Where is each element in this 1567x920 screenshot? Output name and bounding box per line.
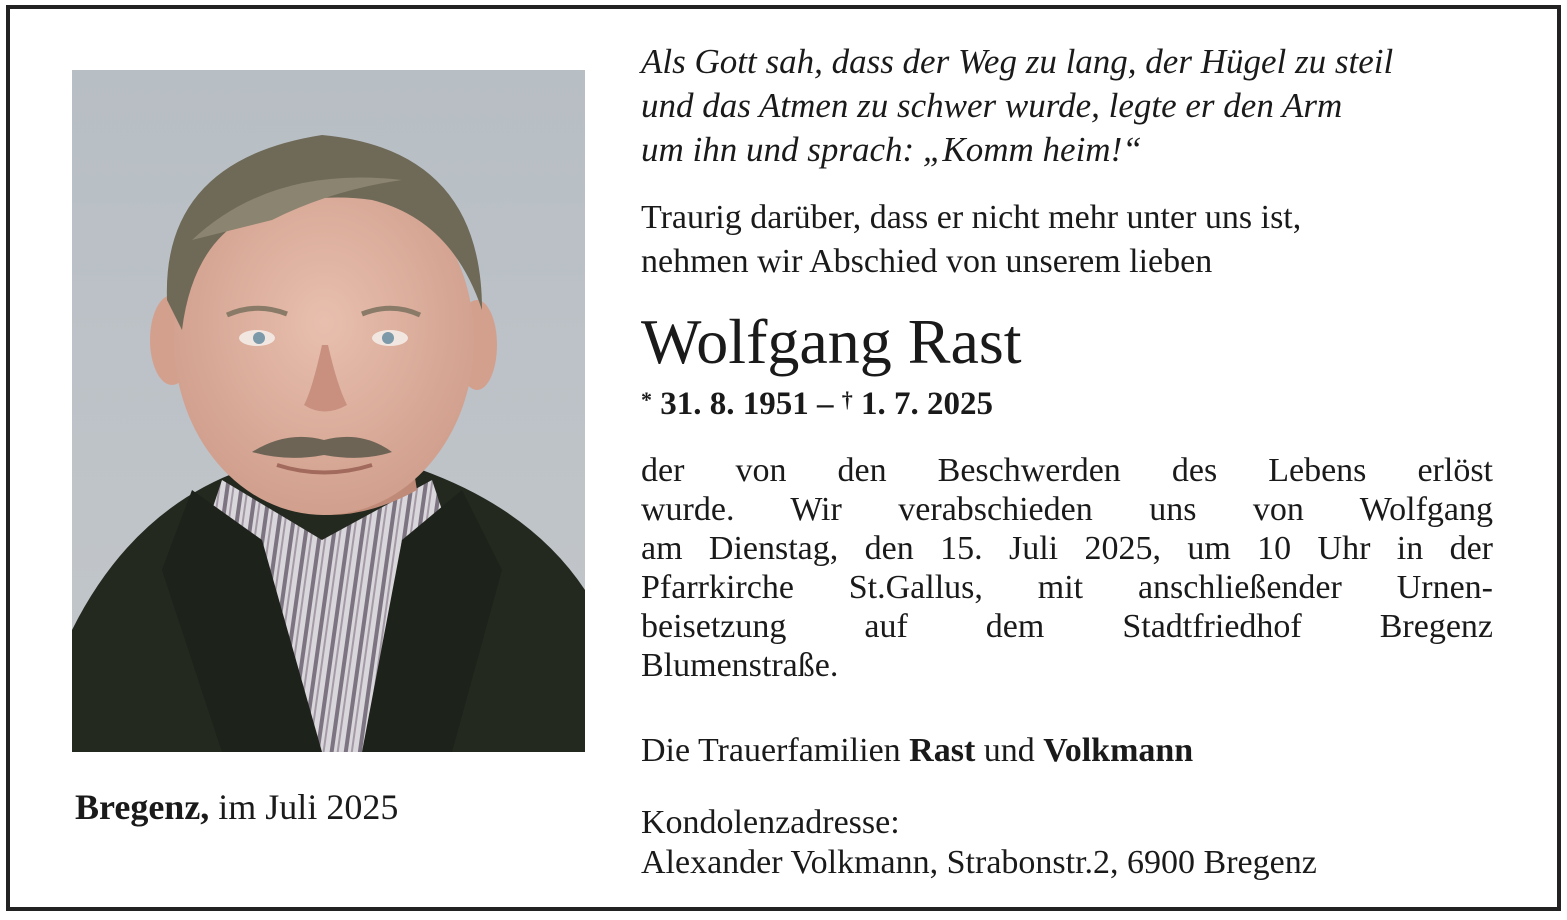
family-prefix: Die Trauerfamilien	[641, 732, 910, 769]
deceased-name: Wolfgang Rast	[641, 306, 1022, 377]
place-date: im Juli 2025	[209, 787, 399, 827]
intro-line: nehmen wir Abschied von unserem lieben	[641, 243, 1213, 280]
family-joiner: und	[975, 732, 1044, 769]
condolence-address	[641, 803, 1493, 883]
family-name: Rast	[909, 732, 976, 769]
poem-line: um ihn und sprach: „Komm heim!“	[641, 130, 1142, 169]
life-dates	[641, 384, 1493, 424]
family-name: Volkmann	[1043, 732, 1194, 769]
details-line: wurde. Wir verabschieden uns von Wolfgang	[641, 491, 1493, 528]
poem-line: Als Gott sah, dass der Weg zu lang, der Hügel zu steil	[641, 42, 1394, 81]
mourning-families	[641, 729, 1493, 773]
details-line: Blumenstraße.	[641, 647, 839, 684]
death-date: 1. 7. 2025	[852, 386, 993, 422]
birth-symbol: *	[641, 387, 652, 412]
condolence-label: Kondolenzadresse:	[641, 804, 900, 841]
details-line: beisetzung auf dem Stadtfriedhof Bregenz	[641, 608, 1493, 645]
details-line: Pfarrkirche St.Gallus, mit anschließender Urnen-	[641, 569, 1493, 606]
death-symbol: †	[841, 387, 853, 412]
memorial-poem	[641, 40, 1493, 172]
intro-line: Traurig darüber, dass er nicht mehr unter uns ist,	[641, 199, 1302, 236]
details-line: der von den Beschwerden des Lebens erlöst	[641, 452, 1493, 489]
condolence-address-line: Alexander Volkmann, Strabonstr.2, 6900 Bregenz	[641, 844, 1317, 881]
place-and-date	[75, 785, 398, 829]
birth-date: 31. 8. 1951 –	[652, 386, 842, 422]
place-city: Bregenz,	[75, 787, 210, 827]
intro-text	[641, 196, 1493, 284]
details-line: am Dienstag, den 15. Juli 2025, um 10 Uhr in der	[641, 530, 1493, 567]
portrait-photo	[72, 70, 585, 752]
poem-line: und das Atmen zu schwer wurde, legte er den Arm	[641, 86, 1343, 125]
funeral-details	[641, 451, 1493, 685]
